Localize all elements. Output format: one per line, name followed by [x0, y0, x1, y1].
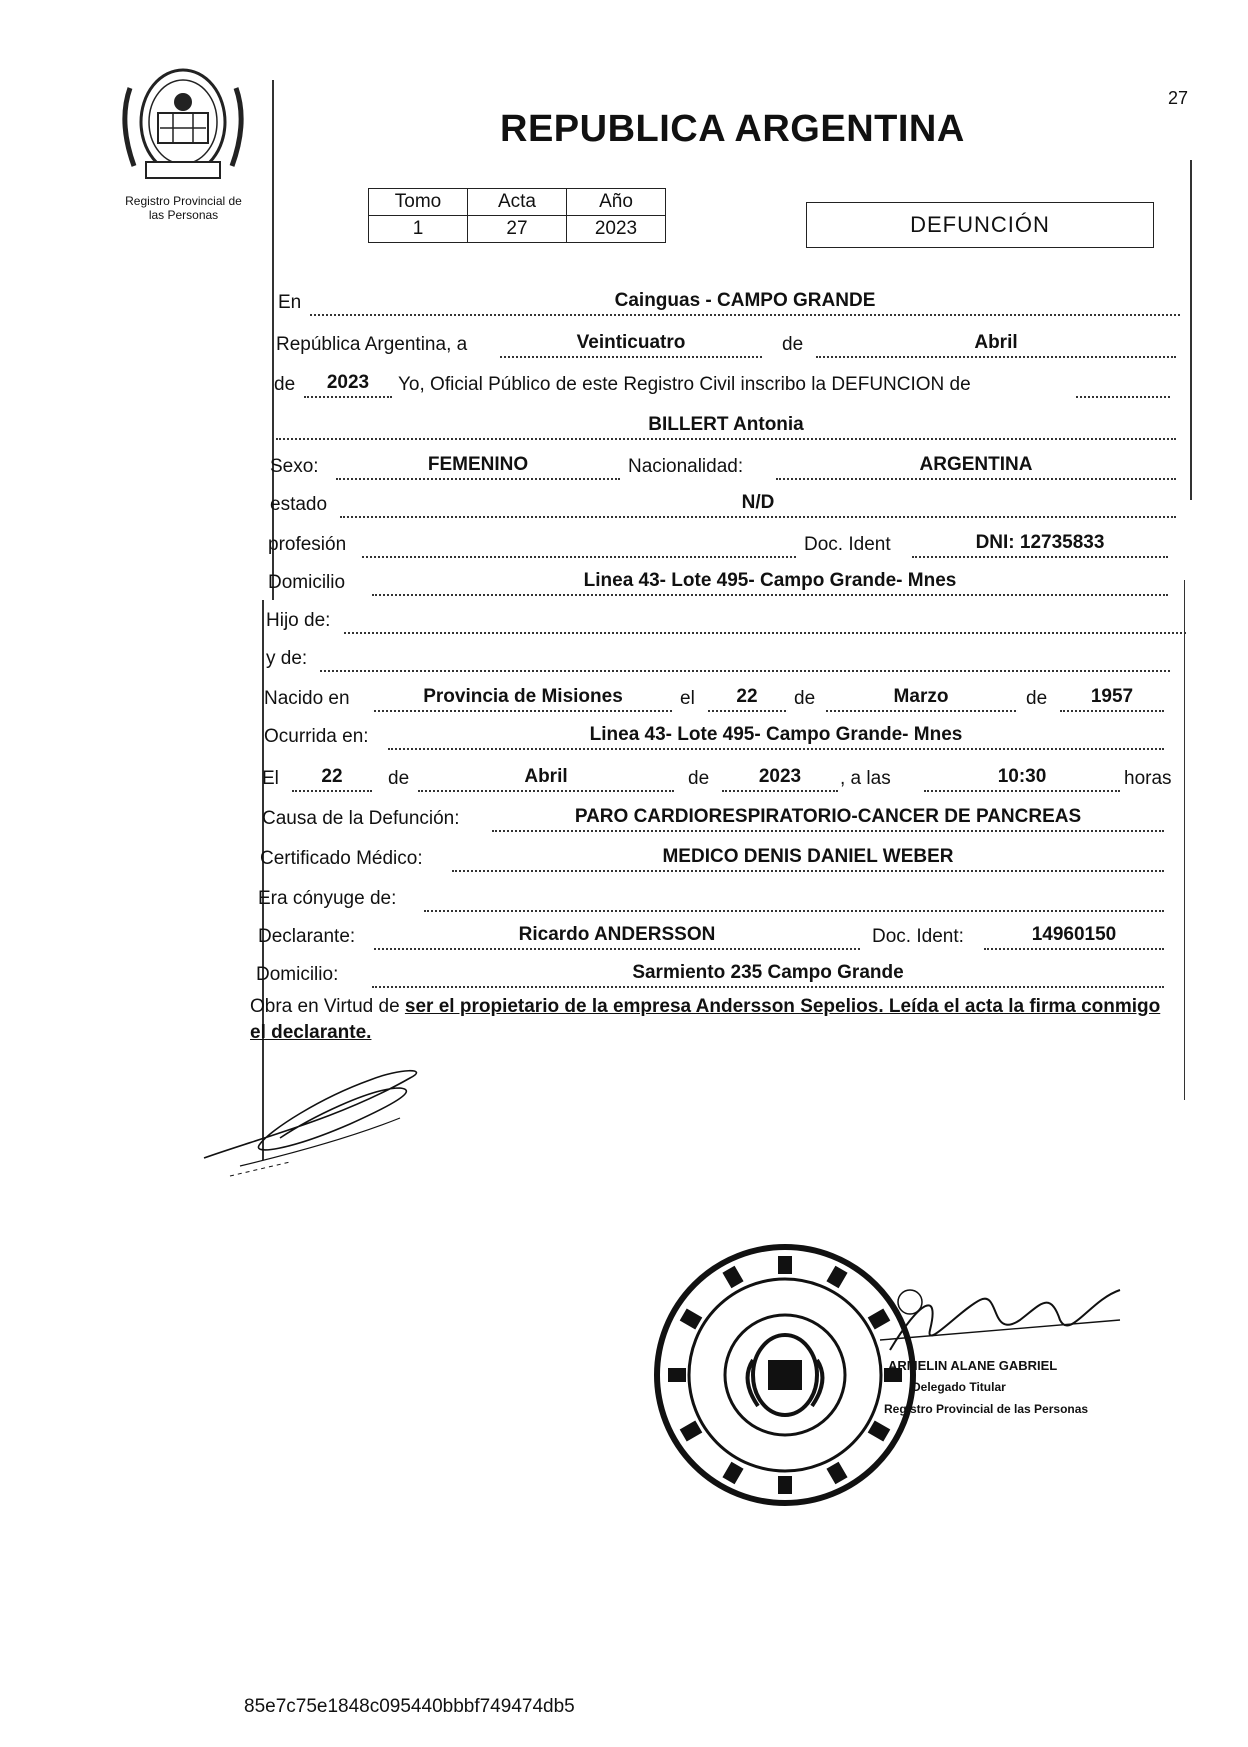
decl-domicilio-value: Sarmiento 235 Campo Grande — [372, 960, 1164, 988]
official-name: ARMELIN ALANE GABRIEL — [888, 1358, 1058, 1373]
death-month-value: Abril — [418, 764, 674, 792]
row-yo — [0, 366, 1248, 400]
domicilio-label: Domicilio — [268, 572, 346, 593]
row-republica — [0, 326, 1248, 360]
row-ocurrida — [0, 718, 1248, 752]
de-label-2: de — [274, 374, 296, 395]
death-day-value: 22 — [292, 764, 372, 792]
nacionalidad-label: Nacionalidad: — [628, 456, 744, 477]
en-label: En — [278, 292, 302, 313]
tomo-value: 1 — [369, 216, 468, 243]
decl-doc-value: 14960150 — [984, 922, 1164, 950]
hijo-value — [344, 606, 1186, 634]
acta-value-row — [369, 216, 666, 243]
el-cap-label: El — [262, 768, 279, 789]
birth-year-value: 1957 — [1060, 684, 1164, 712]
acta-value: 27 — [468, 216, 567, 243]
ano-header: Año — [567, 189, 666, 216]
tomo-header: Tomo — [369, 189, 468, 216]
estado-value: N/D — [340, 490, 1176, 518]
doc-ident-label: Doc. Ident — [804, 534, 891, 555]
nacido-value: Provincia de Misiones — [374, 684, 672, 712]
declarante-label: Declarante: — [258, 926, 356, 947]
row-hijo — [0, 602, 1248, 636]
document-title: REPUBLICA ARGENTINA — [500, 108, 965, 150]
doc-ident-value: DNI: 12735833 — [912, 530, 1168, 558]
row-profesion — [0, 526, 1248, 560]
month-value: Abril — [816, 330, 1176, 358]
row-yde — [0, 640, 1248, 674]
decl-domicilio-label: Domicilio: — [256, 964, 339, 985]
row-nacido — [0, 680, 1248, 714]
yo-trailing-blank — [1076, 370, 1170, 398]
conyuge-value — [424, 884, 1164, 912]
certificado-label: Certificado Médico: — [260, 848, 423, 869]
el-label: el — [680, 688, 695, 709]
en-value: Cainguas - CAMPO GRANDE — [310, 288, 1180, 316]
sexo-label: Sexo: — [270, 456, 319, 477]
registry-label — [96, 194, 271, 222]
causa-value: PARO CARDIORESPIRATORIO-CANCER DE PANCREAS — [492, 804, 1164, 832]
profesion-label: profesión — [268, 534, 347, 555]
row-certificado — [0, 840, 1248, 874]
ano-value: 2023 — [567, 216, 666, 243]
misiones-seal-logo — [118, 58, 248, 186]
republica-label: República Argentina, a — [276, 334, 468, 355]
document-hash: 85e7c75e1848c095440bbbf749474db5 — [244, 1696, 575, 1717]
deceased-name-value: BILLERT Antonia — [276, 412, 1176, 440]
page-number: 27 — [1168, 88, 1189, 108]
row-decl-domicilio — [0, 956, 1248, 990]
sexo-value: FEMENINO — [336, 452, 620, 480]
decl-doc-label: Doc. Ident: — [872, 926, 964, 947]
nacido-label: Nacido en — [264, 688, 350, 709]
row-deceased-name — [0, 408, 1248, 442]
row-death-date — [0, 760, 1248, 794]
estado-label: estado — [270, 494, 328, 515]
official-role: Delegado Titular — [912, 1380, 1006, 1394]
registry-label-line-2: las Personas — [148, 208, 219, 222]
domicilio-value: Linea 43- Lote 495- Campo Grande- Mnes — [372, 568, 1168, 596]
yo-text: Yo, Oficial Público de este Registro Civil inscribo la DEFUNCION de — [398, 374, 971, 395]
year-value: 2023 — [304, 370, 392, 398]
act-type-box: DEFUNCIÓN — [806, 202, 1154, 248]
official-signature — [880, 1280, 1130, 1360]
de-label-5: de — [388, 768, 410, 789]
de-label-1: de — [782, 334, 804, 355]
death-year-value: 2023 — [722, 764, 838, 792]
row-conyuge — [0, 880, 1248, 914]
horas-label: horas — [1124, 768, 1172, 789]
death-time-value: 10:30 — [924, 764, 1120, 792]
acta-reference-table — [368, 188, 666, 243]
row-causa — [0, 800, 1248, 834]
yde-label: y de: — [266, 648, 308, 669]
birth-month-value: Marzo — [826, 684, 1016, 712]
declarant-signature — [200, 1058, 440, 1178]
obra-value: ser el propietario de la empresa Andersson Sepelios. Leída el acta la firma conmigo el declarante. — [250, 996, 1161, 1043]
de-label-4: de — [1026, 688, 1048, 709]
row-en — [0, 284, 1248, 318]
day-words-value: Veinticuatro — [500, 330, 762, 358]
profesion-value — [362, 530, 796, 558]
hijo-label: Hijo de: — [266, 610, 331, 631]
acta-header-row — [369, 189, 666, 216]
official-office: Registro Provincial de las Personas — [884, 1402, 1089, 1416]
acta-header: Acta — [468, 189, 567, 216]
row-domicilio — [0, 564, 1248, 598]
certificado-value: MEDICO DENIS DANIEL WEBER — [452, 844, 1164, 872]
birth-day-value: 22 — [708, 684, 786, 712]
nacionalidad-value: ARGENTINA — [776, 452, 1176, 480]
obra-paragraph — [250, 994, 1170, 1046]
row-declarante — [0, 918, 1248, 952]
alas-label: , a las — [840, 768, 891, 789]
conyuge-label: Era cónyuge de: — [258, 888, 397, 909]
declarante-value: Ricardo ANDERSSON — [374, 922, 860, 950]
registry-label-line-1: Registro Provincial de — [125, 194, 242, 208]
ocurrida-value: Linea 43- Lote 495- Campo Grande- Mnes — [388, 722, 1164, 750]
ocurrida-label: Ocurrida en: — [264, 726, 369, 747]
yde-value — [320, 644, 1170, 672]
obra-label: Obra en Virtud de — [250, 996, 400, 1017]
causa-label: Causa de la Defunción: — [262, 808, 460, 829]
row-estado — [0, 486, 1248, 520]
de-label-3: de — [794, 688, 816, 709]
de-label-6: de — [688, 768, 710, 789]
row-sexo — [0, 448, 1248, 482]
